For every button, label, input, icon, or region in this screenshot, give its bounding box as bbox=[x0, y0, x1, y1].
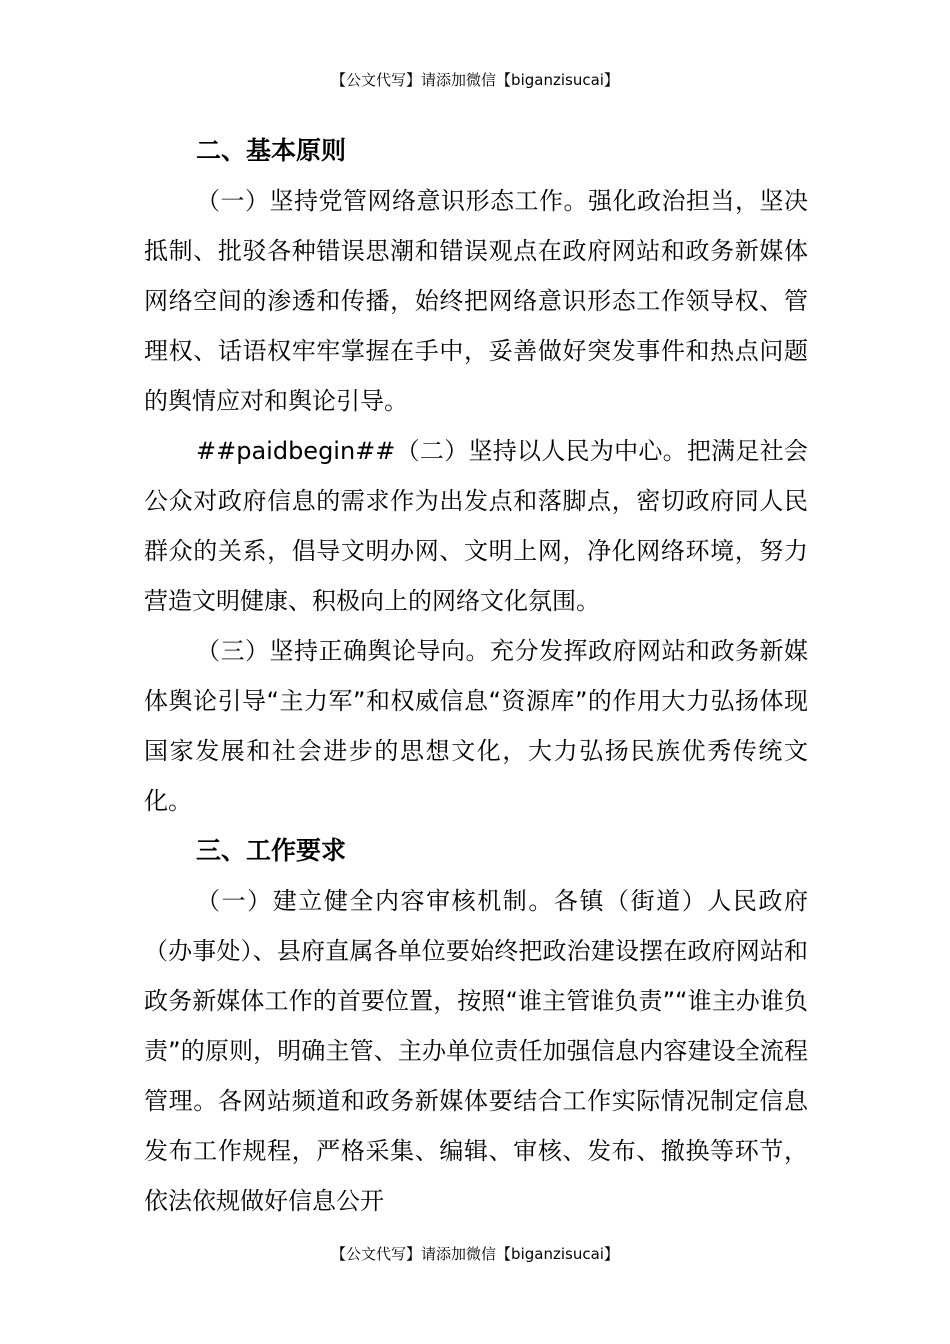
document-body bbox=[144, 126, 808, 1226]
paragraph-requirement-1: （一）建立健全内容审核机制。各镇（街道）人民政府（办事处）、县府直属各单位要始终把政治建设摆在政府网站和政务新媒体工作的首要位置，按照“谁主管谁负责”“谁主办谁负责”的原则，明确主管、主办单位责任加强信息内容建设全流程管理。各网站频道和政务新媒体要结合工作实际情况制定信息发布工作规程，严格采集、编辑、审核、发布、撤换等环节，依法依规做好信息公开 bbox=[144, 887, 808, 1215]
section-heading-principles: 二、基本原则 bbox=[196, 136, 347, 165]
paragraph-principle-3: （三）坚持正确舆论导向。充分发挥政府网站和政务新媒体舆论引导“主力军”和权威信息“资源库”的作用大力弘扬体现国家发展和社会进步的思想文化，大力弘扬民族优秀传统文化。 bbox=[144, 637, 808, 815]
section-heading-requirements: 三、工作要求 bbox=[196, 836, 347, 865]
page-header-watermark: 【公文代写】请添加微信【biganzisucai】 bbox=[331, 71, 619, 89]
page-footer-watermark: 【公文代写】请添加微信【biganzisucai】 bbox=[331, 1245, 619, 1263]
paragraph-principle-1: （一）坚持党管网络意识形态工作。强化政治担当，坚决抵制、批驳各种错误思潮和错误观点在政府网站和政务新媒体网络空间的渗透和传播，始终把网络意识形态工作领导权、管理权、话语权牢牢掌握在手中，妥善做好突发事件和热点问题的舆情应对和舆论引导。 bbox=[144, 187, 808, 415]
paragraph-principle-2: ##paidbegin##（二）坚持以人民为中心。把满足社会公众对政府信息的需求作为出发点和落脚点，密切政府同人民群众的关系，倡导文明办网、文明上网，净化网络环境，努力营造文明健康、积极向上的网络文化氛围。 bbox=[144, 437, 808, 615]
